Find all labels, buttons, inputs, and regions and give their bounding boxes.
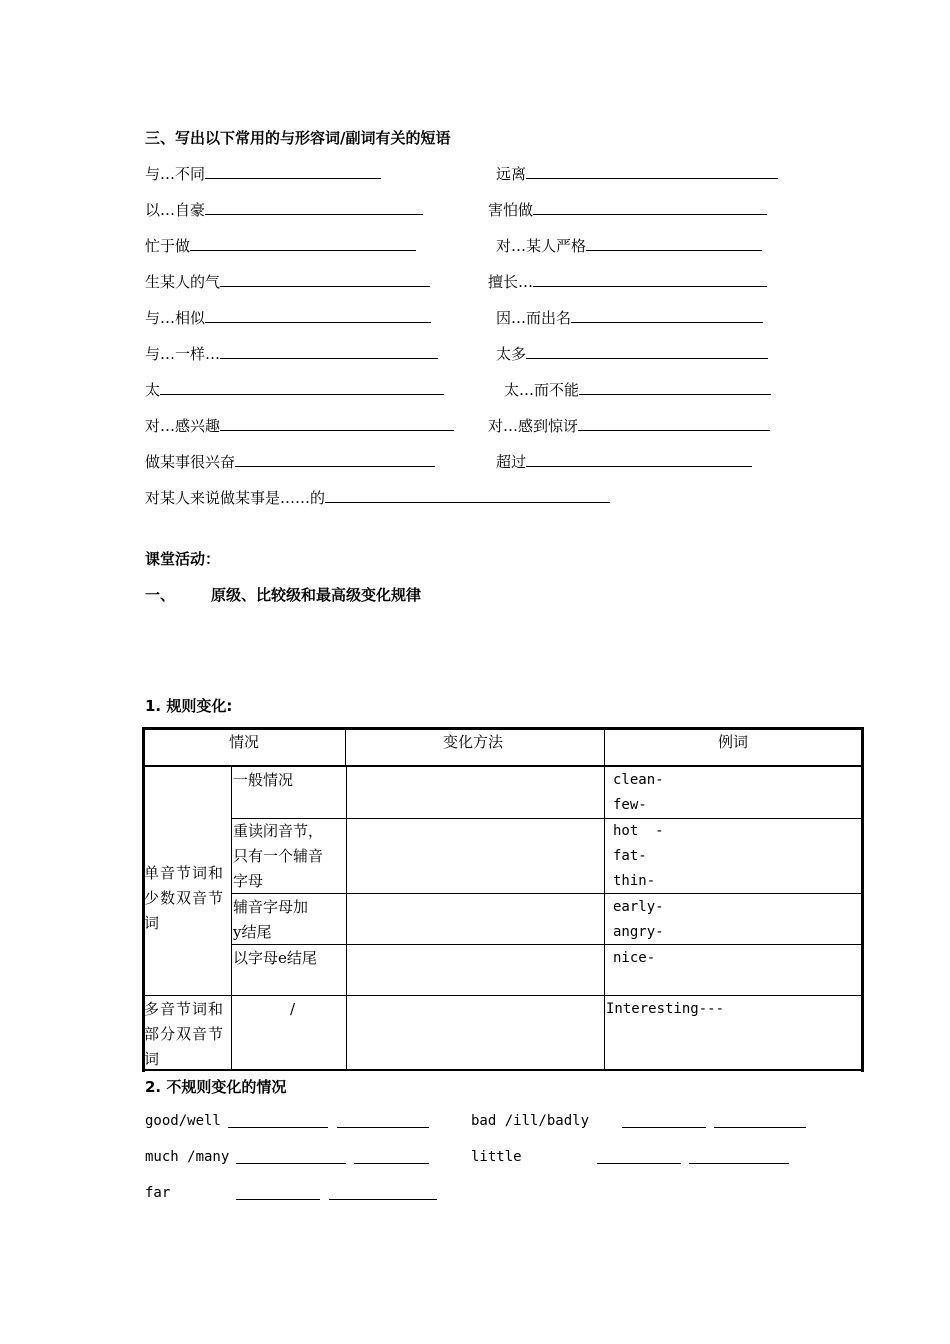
- table-border: [604, 727, 605, 767]
- case-cell: 一般情况: [233, 771, 294, 789]
- answer-blank[interactable]: [533, 200, 767, 215]
- part-title: 原级、比较级和最高级变化规律: [211, 586, 422, 604]
- answer-blank[interactable]: [337, 1113, 429, 1128]
- group-label: 单音节词和少数双音节词: [144, 864, 225, 932]
- example-cell: angry-: [613, 924, 664, 940]
- phrase-item: 太: [145, 379, 444, 400]
- answer-blank[interactable]: [526, 452, 752, 467]
- table-border: [231, 767, 232, 1070]
- phrase-item: 远离: [496, 163, 778, 184]
- irregular-word: bad /ill/badly: [471, 1113, 590, 1129]
- part-number: 一、: [145, 586, 176, 604]
- answer-blank[interactable]: [597, 1149, 681, 1164]
- answer-blank[interactable]: [205, 308, 431, 323]
- example-cell: few-: [613, 797, 647, 813]
- answer-blank[interactable]: [228, 1113, 328, 1128]
- rule1-title: 1. 规则变化:: [145, 697, 233, 715]
- answer-blank[interactable]: [689, 1149, 789, 1164]
- phrase-item: 太多: [496, 343, 768, 364]
- header-case: 情况: [229, 733, 260, 751]
- section-heading: 三、写出以下常用的与形容词/副词有关的短语: [145, 129, 451, 147]
- answer-blank[interactable]: [533, 272, 767, 287]
- answer-blank[interactable]: [205, 164, 381, 179]
- case-cell: /: [290, 1000, 296, 1018]
- answer-blank[interactable]: [526, 164, 778, 179]
- phrase-item: 太…而不能: [504, 379, 771, 400]
- table-border: [604, 767, 605, 1070]
- phrase-item: 对某人来说做某事是……的: [145, 487, 610, 508]
- answer-blank[interactable]: [714, 1113, 806, 1128]
- example-cell: thin-: [613, 873, 656, 889]
- answer-blank[interactable]: [236, 1149, 346, 1164]
- phrase-item: 与…不同: [145, 163, 381, 184]
- irregular-word: little: [471, 1149, 522, 1165]
- answer-blank[interactable]: [220, 344, 438, 359]
- answer-blank[interactable]: [622, 1113, 706, 1128]
- answer-blank[interactable]: [205, 200, 423, 215]
- answer-blank[interactable]: [190, 236, 416, 251]
- table-border: [142, 1069, 864, 1071]
- irregular-word: far: [145, 1185, 171, 1201]
- answer-blank[interactable]: [220, 416, 454, 431]
- answer-blank[interactable]: [579, 380, 771, 395]
- answer-blank[interactable]: [329, 1185, 437, 1200]
- example-cell: clean-: [613, 772, 664, 788]
- answer-blank[interactable]: [236, 1185, 320, 1200]
- answer-blank[interactable]: [220, 272, 430, 287]
- phrase-item: 生某人的气: [145, 271, 430, 292]
- example-cell: fat-: [613, 848, 647, 864]
- rule2-title: 2. 不规则变化的情况: [145, 1078, 287, 1096]
- example-cell: early-: [613, 899, 664, 915]
- answer-blank[interactable]: [578, 416, 770, 431]
- phrase-item: 忙于做: [145, 235, 416, 256]
- irregular-word: much /many: [145, 1149, 230, 1165]
- table-border: [231, 944, 863, 945]
- table-border: [346, 767, 347, 1070]
- answer-blank[interactable]: [354, 1149, 429, 1164]
- answer-blank[interactable]: [526, 344, 768, 359]
- phrase-item: 以…自豪: [145, 199, 423, 220]
- table-border: [345, 727, 346, 767]
- header-examples: 例词: [718, 733, 749, 751]
- phrase-item: 对…感兴趣: [145, 415, 454, 436]
- group-label: 多音节词和部分双音节词: [144, 1000, 225, 1068]
- phrase-item: 因…而出名: [496, 307, 763, 328]
- phrase-item: 对…某人严格: [496, 235, 762, 256]
- case-cell: 以字母e结尾: [233, 949, 317, 967]
- header-method: 变化方法: [443, 733, 504, 751]
- phrase-item: 超过: [496, 451, 752, 472]
- phrase-item: 与…相似: [145, 307, 431, 328]
- table-border: [861, 727, 864, 1072]
- activity-title: 课堂活动：: [145, 550, 221, 568]
- answer-blank[interactable]: [235, 452, 435, 467]
- answer-blank[interactable]: [571, 308, 763, 323]
- example-cell: nice-: [613, 950, 656, 966]
- phrase-item: 与…一样…: [145, 343, 438, 364]
- answer-blank[interactable]: [160, 380, 444, 395]
- phrase-item: 做某事很兴奋: [145, 451, 435, 472]
- phrase-item: 害怕做: [488, 199, 767, 220]
- table-border: [142, 995, 864, 996]
- answer-blank[interactable]: [586, 236, 762, 251]
- irregular-word: good/well: [145, 1113, 221, 1129]
- case-cell: 辅音字母加y结尾: [233, 898, 309, 941]
- phrase-item: 擅长…: [488, 271, 767, 292]
- phrase-item: 对…感到惊讶: [488, 415, 770, 436]
- case-cell: 重读闭音节，只有一个辅音字母: [233, 822, 324, 890]
- example-cell: hot -: [613, 823, 664, 839]
- example-cell: Interesting---: [606, 1001, 725, 1017]
- table-border: [142, 765, 864, 767]
- answer-blank[interactable]: [325, 488, 610, 503]
